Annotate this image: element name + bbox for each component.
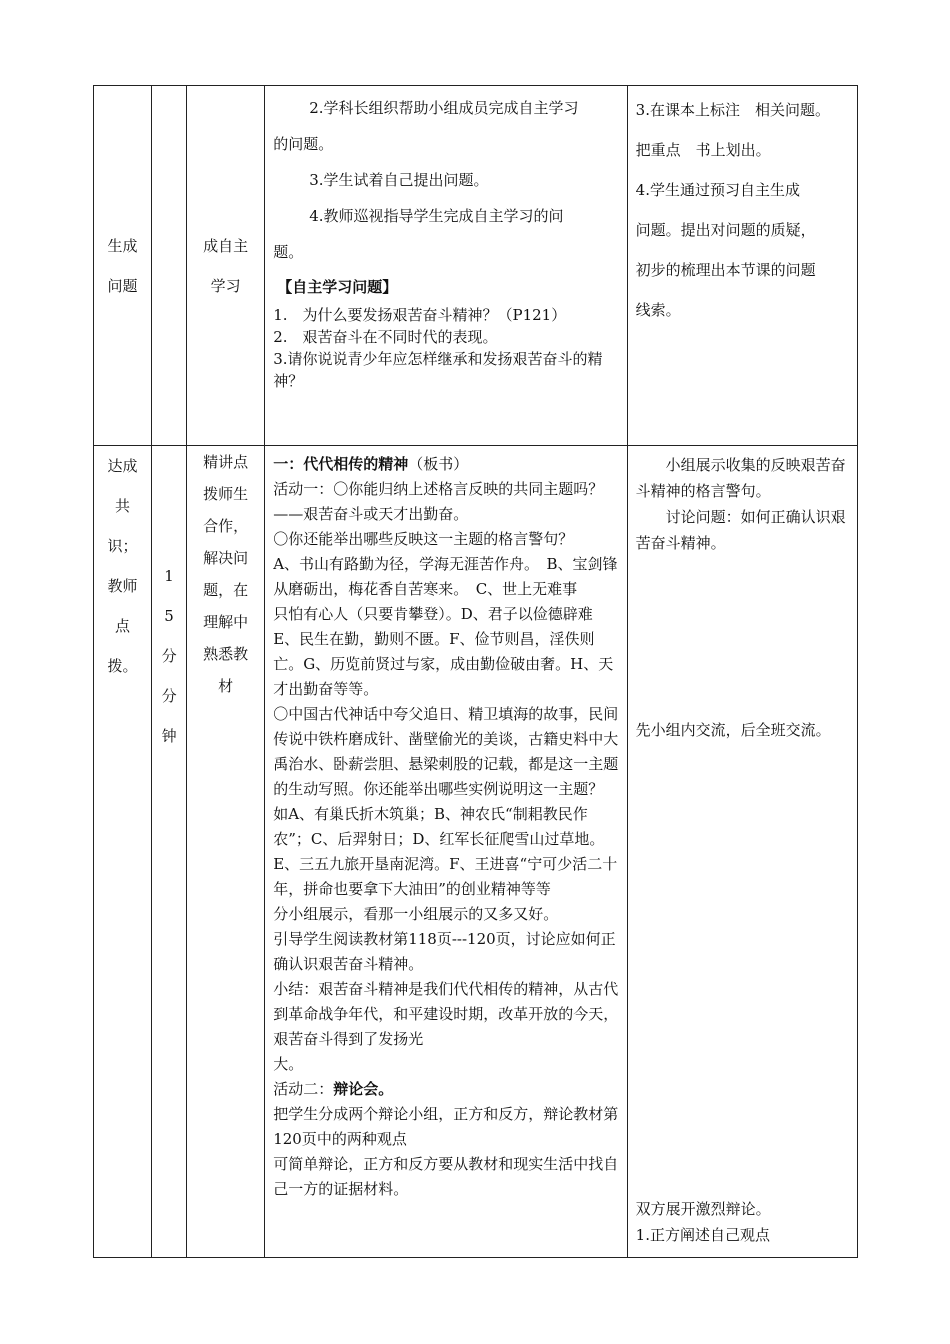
student-line: 双方展开激烈辩论。 bbox=[635, 1200, 771, 1218]
content-paragraph: 大。 bbox=[273, 1055, 304, 1073]
stage-line: 拨。 bbox=[107, 657, 138, 675]
method-line: 合作， bbox=[203, 517, 249, 535]
stage-line: 教师 bbox=[107, 577, 138, 595]
student-line: 3.在课本上标注 相关问题。 bbox=[635, 101, 830, 119]
content-paragraph: 〇中国古代神话中夸父追日、精卫填海的故事，民间传说中铁杵磨成针、凿壁偷光的美谈，古籍史料中大禹治水、卧薪尝胆、悬梁刺股的记载，都是这一主题的生动写照。你还能举出哪些实例说明这一主题？ bbox=[273, 705, 619, 798]
stage-line: 达成 bbox=[107, 457, 138, 475]
activity-label: 活动二： bbox=[273, 1080, 334, 1098]
time-cell bbox=[152, 86, 187, 446]
table-row bbox=[94, 86, 858, 446]
content-paragraph: 如A、有巢氏折木筑巢；B、神农氏“制耜教民作农”；C、后羿射日；D、红军长征爬雪山过草地。E、三五九旅开垦南泥湾。F、王进喜“宁可少活二十年，拼命也要拿下大油田”的创业精神等等 bbox=[273, 805, 618, 898]
content-paragraph: 的问题。 bbox=[273, 135, 334, 153]
method-line: 题，在 bbox=[203, 581, 249, 599]
stage-cell bbox=[94, 446, 152, 1258]
content-paragraph: 4.教师巡视指导学生完成自主学习的问 bbox=[309, 207, 564, 225]
content-paragraph: 活动一：〇你能归纳上述格言反映的共同主题吗？——艰苦奋斗或天才出勤奋。 bbox=[273, 480, 604, 523]
method-line: 学习 bbox=[210, 277, 241, 295]
activity-title: 辩论会。 bbox=[333, 1080, 394, 1098]
time-line: 分 bbox=[161, 687, 177, 705]
method-line: 熟悉教 bbox=[203, 645, 249, 663]
student-activity-cell bbox=[627, 446, 857, 1258]
content-paragraph bbox=[273, 1077, 618, 1102]
question-item: 3.请你说说青少年应怎样继承和发扬艰苦奋斗的精神？ bbox=[273, 350, 603, 390]
student-line: 问题。提出对问题的质疑， bbox=[635, 221, 816, 239]
method-line: 解决问 bbox=[203, 549, 249, 567]
student-line: 1.正方阐述自己观点 bbox=[635, 1226, 770, 1244]
method-cell bbox=[187, 446, 265, 1258]
content-paragraph: 〇你还能举出哪些反映这一主题的格言警句？ bbox=[273, 530, 574, 548]
content-paragraph: A、书山有路勤为径，学海无涯苦作舟。 B、宝剑锋从磨砺出，梅花香自苦寒来。 C、世上无难事 只怕有心人（只要肯攀登）。D、君子以俭德辟难 E、民生在勤，勤则不匮。F、俭节则昌，淫佚则亡。G、历览前贤过与家，成由勤俭破由奢。H、天才出勤奋等等。 bbox=[273, 555, 618, 698]
content-paragraph: 分小组展示，看那一小组展示的又多又好。 bbox=[273, 905, 559, 923]
method-cell bbox=[187, 86, 265, 446]
title-bold: 一：代代相传的精神 bbox=[273, 455, 409, 473]
content-paragraph: 引导学生阅读教材第118页---120页，讨论应如何正确认识艰苦奋斗精神。 bbox=[273, 930, 616, 973]
method-line: 成自主 bbox=[203, 237, 249, 255]
lesson-plan-table bbox=[93, 85, 858, 1258]
content-title bbox=[273, 452, 618, 477]
student-line: 初步的梳理出本节课的问题 bbox=[635, 261, 816, 279]
content-paragraph: 2.学科长组织帮助小组成员完成自主学习 bbox=[309, 99, 579, 117]
time-cell bbox=[152, 446, 187, 1258]
time-line: 1 bbox=[164, 567, 174, 585]
student-line: 先小组内交流，后全班交流。 bbox=[635, 721, 831, 739]
method-line: 精讲点 bbox=[203, 453, 249, 471]
title-rest: （板书） bbox=[408, 455, 469, 473]
time-line: 钟 bbox=[161, 727, 177, 745]
method-line: 拨师生 bbox=[203, 485, 249, 503]
student-line: 把重点 书上划出。 bbox=[635, 141, 771, 159]
content-cell bbox=[265, 446, 627, 1258]
section-heading: 【自主学习问题】 bbox=[277, 278, 398, 296]
stage-line: 共 bbox=[115, 497, 131, 515]
stage-line: 识； bbox=[107, 537, 138, 555]
student-activity-cell bbox=[627, 86, 857, 446]
stage-cell bbox=[94, 86, 152, 446]
student-line: 4.学生通过预习自主生成 bbox=[635, 181, 800, 199]
content-cell bbox=[265, 86, 627, 446]
question-item: 1. 为什么要发扬艰苦奋斗精神？（P121） bbox=[273, 306, 567, 324]
student-line: 小组展示收集的反映艰苦奋斗精神的格言警句。 bbox=[635, 456, 846, 500]
stage-line: 生成 bbox=[107, 237, 138, 255]
content-paragraph: 把学生分成两个辩论小组，正方和反方，辩论教材第120页中的两种观点 bbox=[273, 1105, 619, 1148]
method-line: 理解中 bbox=[203, 613, 249, 631]
method-line: 材 bbox=[218, 677, 234, 695]
student-line: 讨论问题：如何正确认识艰苦奋斗精神。 bbox=[635, 508, 846, 552]
time-line: 分 bbox=[161, 647, 177, 665]
stage-line: 问题 bbox=[107, 277, 138, 295]
content-paragraph: 3.学生试着自己提出问题。 bbox=[309, 171, 489, 189]
content-paragraph: 题。 bbox=[273, 243, 304, 261]
student-line: 线索。 bbox=[635, 301, 681, 319]
question-item: 2. 艰苦奋斗在不同时代的表现。 bbox=[273, 328, 498, 346]
time-line: 5 bbox=[164, 607, 174, 625]
table-row bbox=[94, 446, 858, 1258]
content-paragraph: 可简单辩论，正方和反方要从教材和现实生活中找自己一方的证据材料。 bbox=[273, 1155, 619, 1198]
stage-line: 点 bbox=[115, 617, 131, 635]
content-paragraph: 小结：艰苦奋斗精神是我们代代相传的精神，从古代到革命战争年代，和平建设时期，改革开放的今天，艰苦奋斗得到了发扬光 bbox=[273, 980, 619, 1048]
